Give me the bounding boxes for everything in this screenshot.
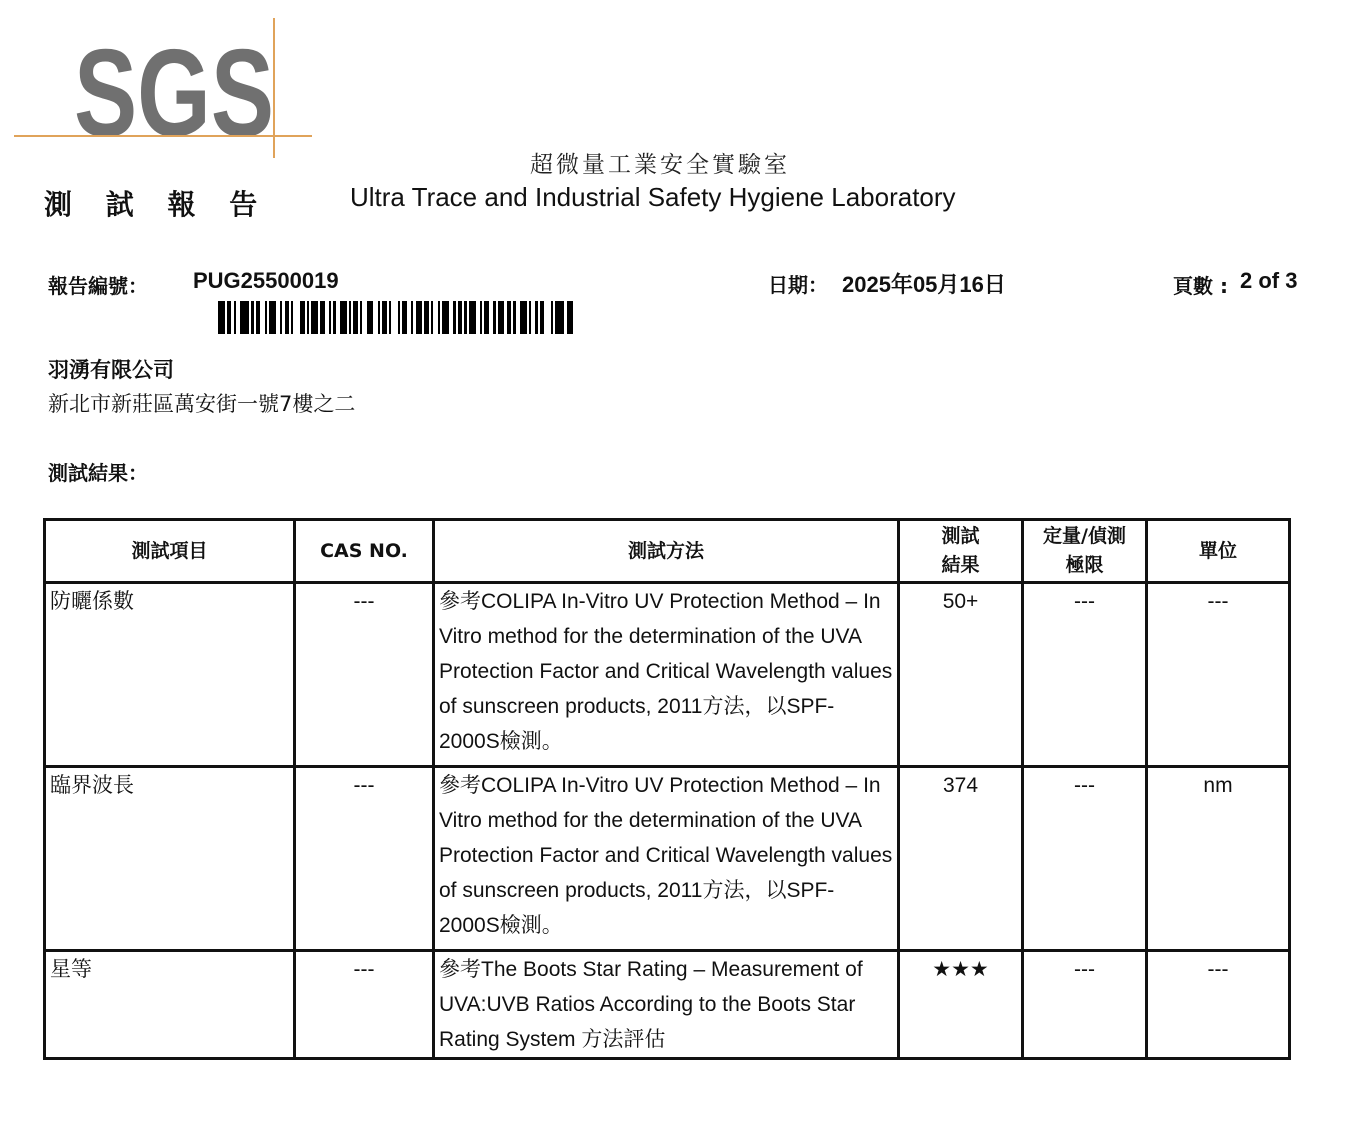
cell-unit: ---: [1147, 951, 1290, 1059]
lab-name-chinese: 超微量工業安全實驗室: [530, 152, 790, 178]
table-row: [45, 951, 1290, 1059]
date-label: 日期：: [768, 273, 828, 297]
svg-text:SGS: SGS: [74, 25, 274, 160]
header-test-method: 測試方法: [434, 520, 899, 583]
cell-limit: ---: [1023, 951, 1147, 1059]
header-cas-no: CAS NO.: [295, 520, 434, 583]
cell-method: 參考COLIPA In-Vitro UV Protection Method – In Vitro method for the determination of the UVA Protection Factor and Critical Wavelength values of sunscreen products, 2011方法，以SPF-2000S檢測。: [434, 583, 899, 767]
sgs-logo: [14, 18, 314, 160]
report-title: 測 試 報 告: [44, 188, 270, 221]
header-detection-limit: 定量/偵測 極限: [1023, 520, 1147, 583]
header-unit: 單位: [1147, 520, 1290, 583]
page-label: 頁數 :: [1173, 274, 1228, 298]
results-title: 測試結果：: [48, 461, 148, 485]
table-header-row: [45, 520, 1290, 583]
cell-result: 50+: [899, 583, 1023, 767]
client-company: 羽湧有限公司: [48, 358, 174, 382]
cell-method: 參考COLIPA In-Vitro UV Protection Method – In Vitro method for the determination of the UVA Protection Factor and Critical Wavelength values of sunscreen products, 2011方法，以SPF-2000S檢測。: [434, 767, 899, 951]
header-test-result: 測試 結果: [899, 520, 1023, 583]
report-number: PUG25500019: [193, 268, 339, 293]
cell-result: 374: [899, 767, 1023, 951]
client-address: 新北市新莊區萬安街一號7樓之二: [48, 392, 356, 416]
report-date: 2025年05月16日: [842, 272, 1006, 297]
cell-cas: ---: [295, 583, 434, 767]
cell-cas: ---: [295, 767, 434, 951]
cell-cas: ---: [295, 951, 434, 1059]
table-row: [45, 583, 1290, 767]
cell-unit: ---: [1147, 583, 1290, 767]
report-number-label: 報告編號：: [48, 274, 148, 298]
page-number: 2 of 3: [1240, 268, 1298, 293]
lab-name-english: Ultra Trace and Industrial Safety Hygiene Laboratory: [350, 182, 956, 212]
cell-item: 星等: [45, 951, 295, 1059]
cell-limit: ---: [1023, 583, 1147, 767]
cell-limit: ---: [1023, 767, 1147, 951]
cell-result: ★★★: [899, 951, 1023, 1059]
cell-item: 防曬係數: [45, 583, 295, 767]
barcode: [218, 301, 574, 334]
table-row: [45, 767, 1290, 951]
cell-item: 臨界波長: [45, 767, 295, 951]
results-table: [43, 518, 1291, 1060]
cell-method: 參考The Boots Star Rating – Measurement of UVA:UVB Ratios According to the Boots Star Rating System 方法評估: [434, 951, 899, 1059]
cell-unit: nm: [1147, 767, 1290, 951]
header-test-item: 測試項目: [45, 520, 295, 583]
